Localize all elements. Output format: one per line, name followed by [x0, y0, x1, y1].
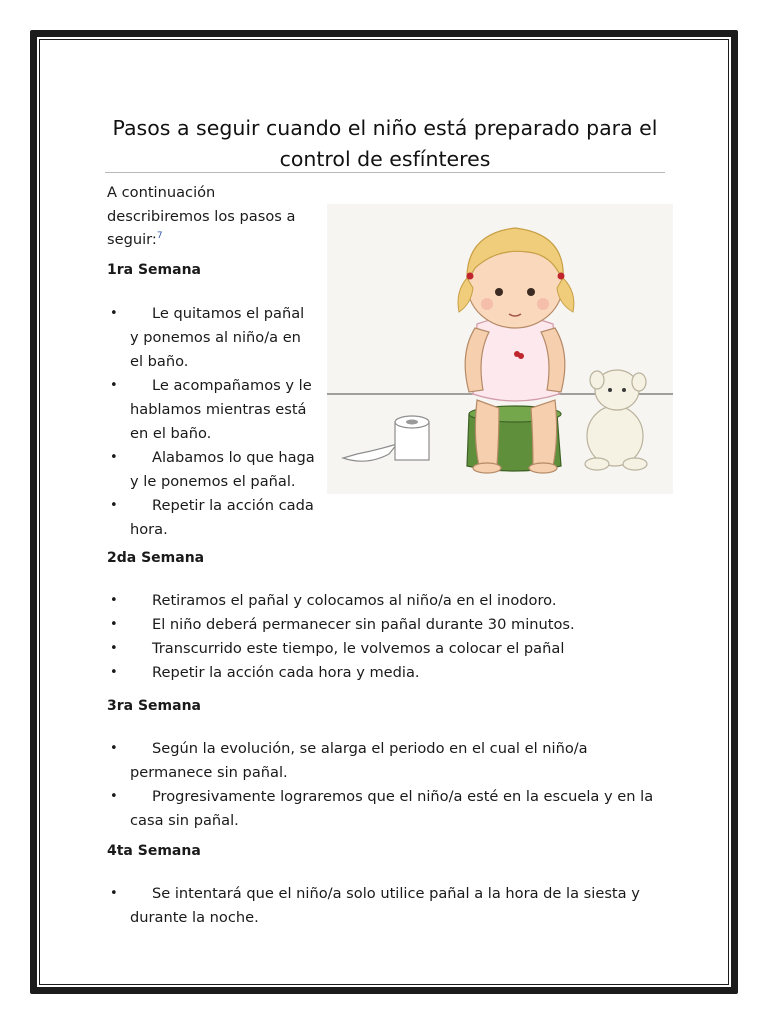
- list-item: • Retiramos el pañal y colocamos al niño/a en el inodoro.: [107, 589, 667, 613]
- intro-text: A continuación describiremos los pasos a seguir:: [107, 184, 296, 248]
- list-item: • Alabamos lo que haga y le ponemos el pañal.: [107, 446, 317, 494]
- title-divider: [105, 172, 665, 173]
- list-item: • Se intentará que el niño/a solo utilice pañal a la hora de la siesta y durante la noche.: [107, 882, 667, 930]
- illustration-svg: [327, 204, 673, 494]
- intro-paragraph: [107, 181, 322, 252]
- list-item: • Repetir la acción cada hora.: [107, 494, 317, 542]
- footnote-link[interactable]: 7: [156, 231, 163, 242]
- week-3-list: [107, 737, 667, 833]
- teddy-bear-icon: [585, 370, 647, 470]
- week-2-list: [107, 589, 667, 685]
- list-item: • Le quitamos el pañal y ponemos al niño/a en el baño.: [107, 302, 317, 374]
- week-4-list: [107, 882, 667, 930]
- section-heading-week-1: 1ra Semana: [107, 262, 201, 278]
- list-item: • Transcurrido este tiempo, le volvemos a colocar el pañal: [107, 637, 667, 661]
- list-item: • Le acompañamos y le hablamos mientras está en el baño.: [107, 374, 317, 446]
- toilet-paper-icon: [343, 416, 429, 461]
- section-heading-week-4: 4ta Semana: [107, 843, 201, 859]
- page-title: Pasos a seguir cuando el niño está preparado para el control de esfínteres: [112, 116, 658, 171]
- list-item: • Repetir la acción cada hora y media.: [107, 661, 667, 685]
- list-item: • El niño deberá permanecer sin pañal durante 30 minutos.: [107, 613, 667, 637]
- list-item: • Según la evolución, se alarga el periodo en el cual el niño/a permanece sin pañal.: [107, 737, 667, 785]
- section-heading-week-2: 2da Semana: [107, 550, 205, 566]
- week-1-list: [107, 302, 317, 542]
- section-heading-week-3: 3ra Semana: [107, 698, 201, 714]
- child-potty-illustration: [327, 204, 673, 494]
- list-item: • Progresivamente lograremos que el niño/a esté en la escuela y en la casa sin pañal.: [107, 785, 667, 833]
